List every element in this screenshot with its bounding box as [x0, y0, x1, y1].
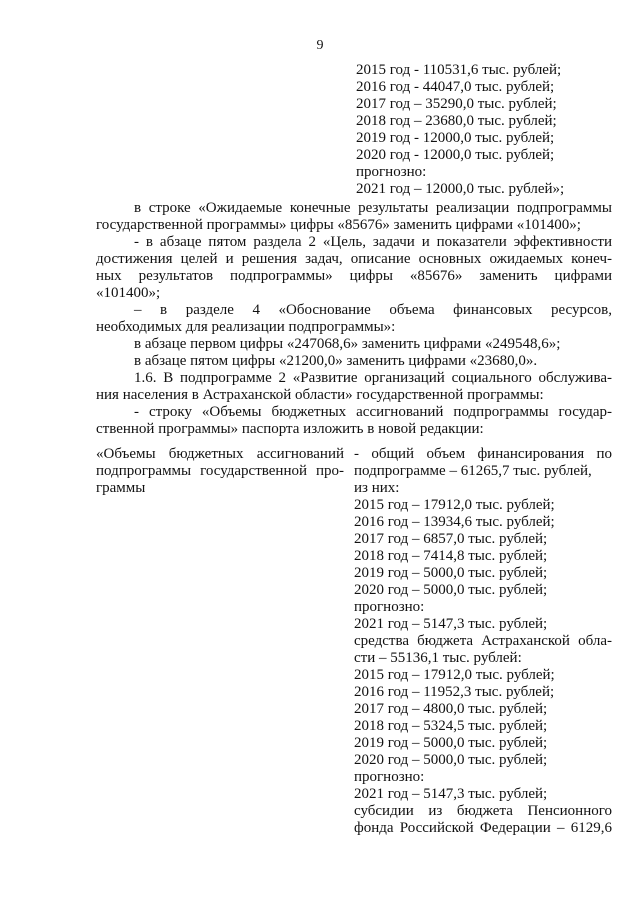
list-item: 2021 год – 12000,0 тыс. рублей»; [356, 181, 565, 197]
table-row-value: - общий объем финансирования по подпрограмме – 61265,7 тыс. рублей, из них: 2015 год – 17912,0 тыс. рублей; 2016 год – 13934,6 тыс. рублей; 2017 год – 6857,0 тыс. рублей; 2018 год – 7414,8 тыс. рублей; 2019 год – 5000,0 тыс. рублей; 2020 год – 5000,0 тыс. рублей; прогнозно: 2021 год – 5147,3 тыс. рублей; средства бюджета Астраханской обла- сти – 55136,1 тыс. рублей: 2015 год – 17912,0 тыс. рублей; 2016 год – 11952,3 тыс. рублей; 2017 год – 4800,0 тыс. рублей; 2018 год – 5324,5 тыс. рублей; 2019 год – 5000,0 тыс. рублей; 2020 год – 5000,0 тыс. рублей; прогнозно: 2021 год – 5147,3 тыс. рублей; субсидии из бюджета Пенсионного фонда Российской Федерации – 6129,6 [354, 446, 612, 836]
paragraph-expected-results: в строке «Ожидаемые конечные результаты реализации подпрограммы государственной программы» цифры «85676» заменить цифрами «101400»; [96, 200, 612, 233]
table-row-label: «Объемы бюджетных ассигнований подпрограммы государственной про- граммы [96, 446, 344, 496]
list-item: 2020 год - 12000,0 тыс. рублей; [356, 147, 555, 163]
list-item: 2019 год - 12000,0 тыс. рублей; [356, 130, 555, 146]
paragraph-first-abzac: в абзаце первом цифры «247068,6» заменить цифрами «249548,6»; [134, 336, 561, 352]
list-item: прогнозно: [356, 164, 427, 180]
list-item: 2018 год – 23680,0 тыс. рублей; [356, 113, 557, 129]
list-item: 2017 год – 35290,0 тыс. рублей; [356, 96, 557, 112]
paragraph-section-2: - в абзаце пятом раздела 2 «Цель, задачи и показатели эффективности достижения целей и решения задач, описание основных ожидаемых конеч- ных результатов подпрограммы» цифры «85676» заменить цифрами «101400»; [96, 234, 612, 301]
page-number: 9 [316, 38, 324, 53]
amendment-text [96, 200, 612, 438]
paragraph-fifth-abzac: в абзаце пятом цифры «21200,0» заменить цифрами «23680,0». [134, 353, 538, 369]
list-item: 2016 год - 44047,0 тыс. рублей; [356, 79, 555, 95]
paragraph-passport-row: - строку «Объемы бюджетных ассигнований подпрограммы государ- ственной программы» паспорта изложить в новой редакции: [96, 404, 612, 437]
funding-list-continued [356, 62, 612, 198]
paragraph-section-4: – в разделе 4 «Обоснование объема финансовых ресурсов, необходимых для реализации подпрограммы»: [96, 302, 612, 335]
list-item: 2015 год - 110531,6 тыс. рублей; [356, 62, 562, 78]
paragraph-subprogram-2: 1.6. В подпрограмме 2 «Развитие организаций социального обслужива- ния населения в Астраханской области» государственной программы: [96, 370, 612, 403]
